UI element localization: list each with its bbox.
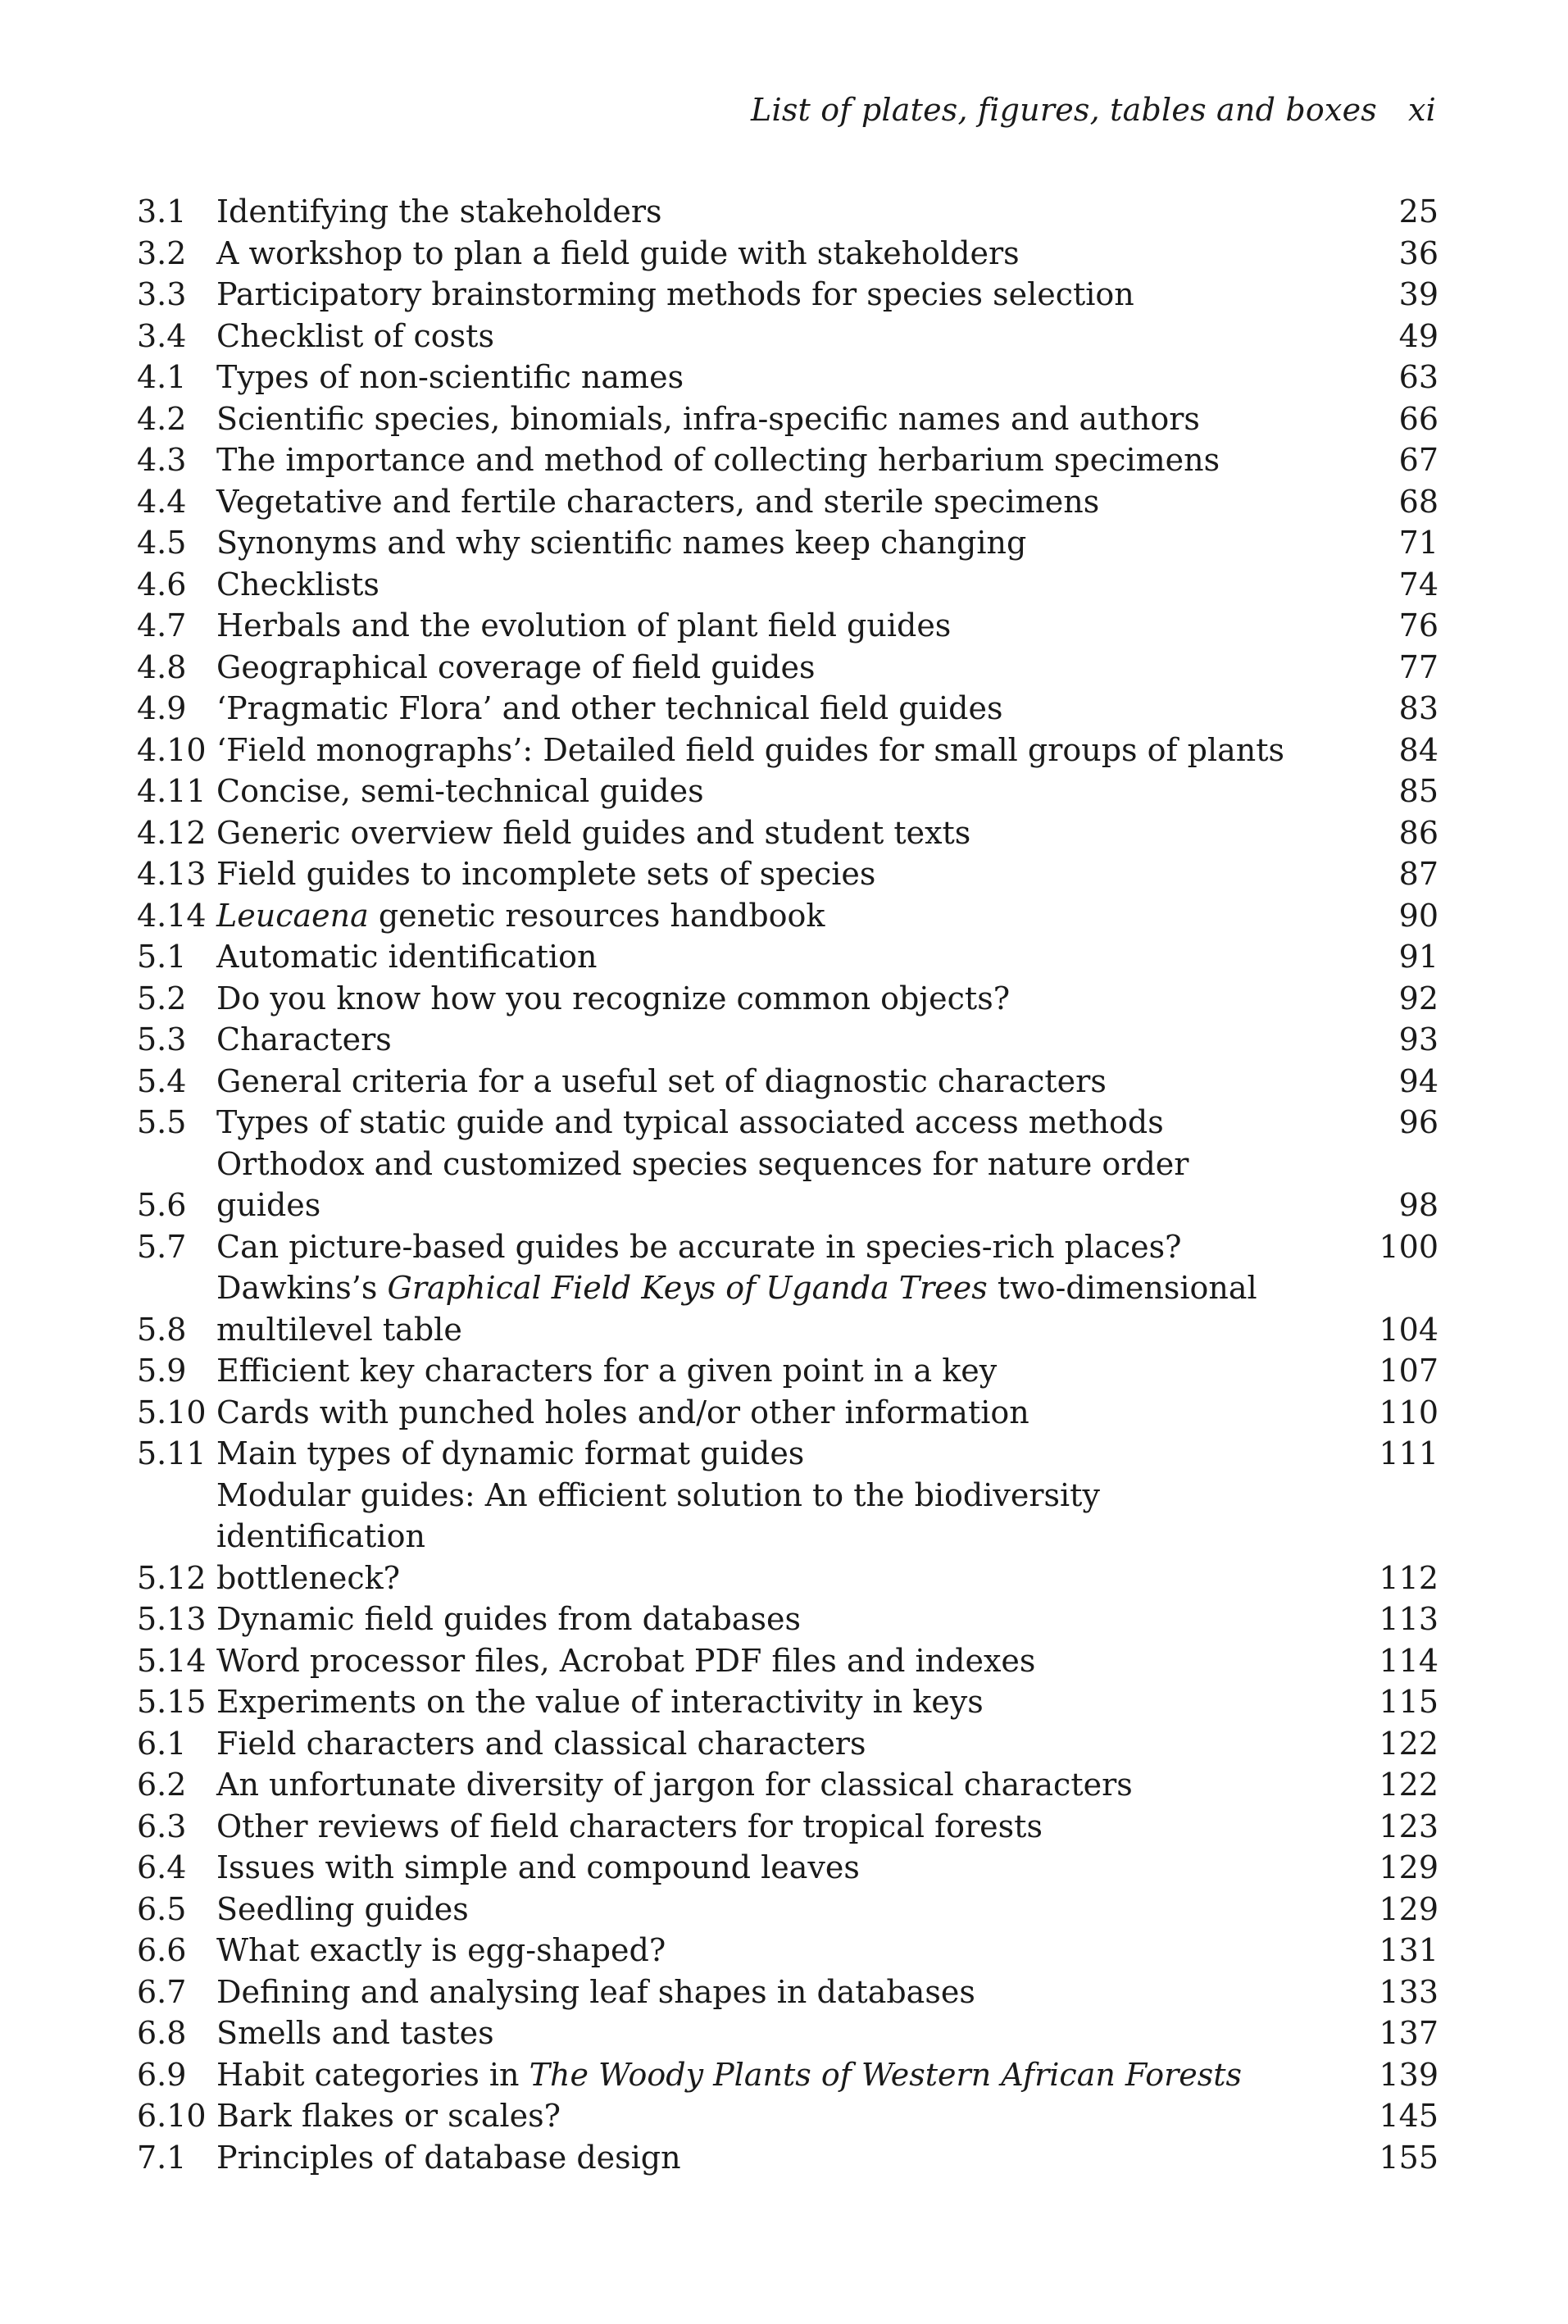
- entry-page-number: 133: [1379, 1973, 1438, 2010]
- entry-title-text: Other reviews of field characters for tropical forests: [216, 1808, 1043, 1844]
- entry-title-text: Concise, semi-technical guides: [216, 773, 704, 809]
- contents-entry: [137, 233, 1438, 275]
- contents-entry: [137, 1392, 1438, 1434]
- entry-number: 5.13: [137, 1601, 207, 1637]
- contents-entry: [137, 936, 1438, 978]
- entry-number: 4.2: [137, 400, 187, 437]
- entry-number: 6.1: [137, 1725, 187, 1762]
- entry-number: 5.5: [137, 1104, 187, 1140]
- entry-title-continuation: multilevel table: [216, 1311, 462, 1348]
- entry-page-number: 86: [1398, 814, 1438, 851]
- entry-title: [216, 771, 1399, 812]
- entry-title: [216, 1889, 1379, 1931]
- entry-page-number: 155: [1379, 2139, 1438, 2176]
- contents-entry: [137, 1723, 1438, 1765]
- entry-title-text: two-dimensional: [987, 1270, 1257, 1306]
- contents-entry: [137, 688, 1438, 730]
- entry-title-text: General criteria for a useful set of diagnostic characters: [216, 1062, 1107, 1099]
- entry-page-number: 67: [1398, 442, 1438, 478]
- entry-title-text: Types of static guide and typical associated access methods: [216, 1104, 1164, 1140]
- entry-title-text: Participatory brainstorming methods for species selection: [216, 276, 1134, 312]
- entry-number: 4.1: [137, 359, 187, 395]
- entry-title: [216, 978, 1399, 1020]
- contents-entry: [137, 1681, 1438, 1723]
- entry-page-number: 93: [1398, 1021, 1438, 1057]
- entry-title-text: Checklists: [216, 566, 380, 603]
- entry-title: [216, 2012, 1379, 2054]
- contents-entry: [137, 1972, 1438, 2013]
- entry-title: [216, 688, 1399, 730]
- entry-title-text: An unfortunate diversity of jargon for classical characters: [216, 1767, 1133, 1803]
- entry-title: [216, 2054, 1379, 2096]
- entry-title: [216, 522, 1399, 564]
- entry-page-number: 76: [1398, 607, 1438, 644]
- entry-title-text: Smells and tastes: [216, 2015, 494, 2051]
- entry-number: 3.1: [137, 193, 187, 230]
- entry-title-text: ‘Field monographs’: Detailed field guides for small groups of plants: [216, 731, 1285, 768]
- contents-entry: [137, 316, 1438, 357]
- entry-number: 4.3: [137, 442, 187, 478]
- entry-title-text: Scientific species, binomials, infra-specific names and authors: [216, 400, 1200, 437]
- contents-entry: [137, 2012, 1438, 2054]
- entry-page-number: 98: [1398, 1187, 1438, 1223]
- entry-title: [216, 1847, 1379, 1889]
- entry-title: [216, 2137, 1379, 2179]
- contents-entry: [137, 1102, 1438, 1144]
- entry-number: 5.11: [137, 1435, 207, 1471]
- entry-title: [216, 1764, 1379, 1806]
- entry-number: 5.9: [137, 1353, 187, 1389]
- entry-title-text: Field characters and classical characters: [216, 1725, 866, 1762]
- contents-entry: [137, 481, 1438, 523]
- entry-number: 6.7: [137, 1973, 187, 2010]
- entry-title-continuation: bottleneck?: [216, 1559, 401, 1596]
- entry-page-number: 68: [1398, 483, 1438, 520]
- entry-title: [216, 1144, 1399, 1226]
- entry-page-number: 104: [1379, 1311, 1438, 1348]
- running-header: [751, 92, 1436, 128]
- entry-title-text: Dynamic field guides from databases: [216, 1601, 801, 1637]
- contents-entry: [137, 1889, 1438, 1931]
- contents-entry: [137, 191, 1438, 233]
- entry-title: [216, 1061, 1399, 1103]
- entry-title-text: Bark flakes or scales?: [216, 2098, 561, 2134]
- entry-title-text: Field guides to incomplete sets of species: [216, 856, 876, 892]
- contents-entry: [137, 1847, 1438, 1889]
- entry-number: 6.4: [137, 1849, 187, 1885]
- entry-title: [216, 564, 1399, 606]
- entry-page-number: 85: [1398, 773, 1438, 809]
- contents-entry: [137, 1226, 1438, 1268]
- entry-title-text: Do you know how you recognize common objects?: [216, 980, 1011, 1016]
- entry-title: [216, 1102, 1399, 1144]
- entry-title: [216, 895, 1399, 937]
- entry-title: [216, 1226, 1379, 1268]
- entry-title: [216, 357, 1399, 398]
- entry-title: [216, 812, 1399, 854]
- entry-number: 6.3: [137, 1808, 187, 1844]
- entry-title-text: What exactly is egg-shaped?: [216, 1932, 666, 1968]
- entry-title: [216, 398, 1399, 440]
- entry-number: 6.9: [137, 2056, 187, 2093]
- entry-number: 4.8: [137, 648, 187, 685]
- entry-page-number: 63: [1398, 359, 1438, 395]
- entry-title: [216, 1640, 1379, 1682]
- entry-number: 6.2: [137, 1767, 187, 1803]
- entry-page-number: 87: [1398, 856, 1438, 892]
- entry-number: 4.13: [137, 856, 207, 892]
- entry-title: [216, 191, 1399, 233]
- page-folio: xi: [1408, 92, 1436, 128]
- contents-entry: [137, 1350, 1438, 1392]
- entry-page-number: 139: [1379, 2056, 1438, 2093]
- entry-number: 4.10: [137, 731, 207, 768]
- entry-title-text: Seedling guides: [216, 1890, 469, 1927]
- entry-title-text: genetic resources handbook: [368, 897, 825, 934]
- entry-title-text: Automatic identification: [216, 939, 598, 975]
- entry-page-number: 25: [1398, 193, 1438, 230]
- entry-page-number: 115: [1379, 1684, 1438, 1720]
- entry-title-text: Word processor files, Acrobat PDF files and indexes: [216, 1642, 1036, 1679]
- entry-title: [216, 1433, 1379, 1475]
- entry-number: 5.4: [137, 1062, 187, 1099]
- entry-title-text: Modular guides: An efficient solution to the biodiversity identification: [216, 1476, 1100, 1554]
- entry-title: [216, 439, 1399, 481]
- entry-title-italic: Leucaena: [216, 897, 369, 934]
- entry-title: [216, 1267, 1379, 1350]
- contents-entry: [137, 1019, 1438, 1061]
- entry-number: 4.11: [137, 773, 207, 809]
- entry-page-number: 36: [1398, 234, 1438, 271]
- entry-title: [216, 2095, 1379, 2137]
- entry-number: 5.2: [137, 980, 187, 1016]
- entry-page-number: 77: [1398, 648, 1438, 685]
- entry-title-text: Orthodox and customized species sequences for nature order guides: [216, 1145, 1189, 1223]
- contents-entry: [137, 730, 1438, 771]
- entry-title-text: Main types of dynamic format guides: [216, 1435, 805, 1471]
- entry-number: 4.12: [137, 814, 207, 851]
- contents-entry: [137, 647, 1438, 689]
- contents-entry: [137, 2054, 1438, 2096]
- entry-title-text: Can picture-based guides be accurate in species-rich places?: [216, 1228, 1182, 1265]
- entry-number: 4.9: [137, 690, 187, 726]
- running-header-title: List of plates, figures, tables and boxes: [751, 92, 1378, 128]
- contents-list: [137, 191, 1438, 2178]
- entry-page-number: 66: [1398, 400, 1438, 437]
- entry-page-number: 110: [1379, 1394, 1438, 1430]
- entry-title-text: Experiments on the value of interactivity in keys: [216, 1684, 984, 1720]
- contents-entry: [137, 605, 1438, 647]
- entry-title-text: Habit categories in: [216, 2056, 529, 2093]
- contents-entry: [137, 1599, 1438, 1640]
- entry-page-number: 114: [1379, 1642, 1438, 1679]
- entry-number: 7.1: [137, 2139, 187, 2176]
- entry-title-text: Cards with punched holes and/or other information: [216, 1394, 1029, 1430]
- entry-number: 5.15: [137, 1684, 207, 1720]
- entry-title: [216, 1019, 1399, 1061]
- entry-number: 4.7: [137, 607, 187, 644]
- entry-number: 6.5: [137, 1890, 187, 1927]
- entry-title: [216, 1392, 1379, 1434]
- entry-page-number: 96: [1398, 1104, 1438, 1140]
- contents-entry: [137, 1930, 1438, 1972]
- entry-number: 5.12: [137, 1559, 207, 1596]
- entry-title-text: Efficient key characters for a given point in a key: [216, 1353, 998, 1389]
- entry-page-number: 90: [1398, 897, 1438, 934]
- entry-title: [216, 1681, 1379, 1723]
- entry-page-number: 74: [1398, 566, 1438, 603]
- contents-entry: [137, 1267, 1438, 1350]
- entry-title: [216, 1806, 1379, 1848]
- entry-title-text: Synonyms and why scientific names keep changing: [216, 525, 1027, 561]
- entry-page-number: 83: [1398, 690, 1438, 726]
- entry-page-number: 113: [1379, 1601, 1438, 1637]
- entry-title: [216, 730, 1399, 771]
- entry-page-number: 123: [1379, 1808, 1438, 1844]
- entry-title: [216, 605, 1399, 647]
- entry-title-text: Principles of database design: [216, 2139, 681, 2176]
- contents-entry: [137, 564, 1438, 606]
- entry-title-italic: The Woody Plants of Western African Forests: [529, 2056, 1243, 2093]
- entry-title-text: ‘Pragmatic Flora’ and other technical field guides: [216, 690, 1003, 726]
- entry-number: 4.14: [137, 897, 207, 934]
- contents-entry: [137, 853, 1438, 895]
- entry-number: 5.6: [137, 1187, 187, 1223]
- entry-number: 5.10: [137, 1394, 207, 1430]
- entry-number: 4.4: [137, 483, 187, 520]
- entry-title: [216, 1599, 1379, 1640]
- entry-page-number: 129: [1379, 1849, 1438, 1885]
- contents-entry: [137, 2095, 1438, 2137]
- entry-title-text: Dawkins’s: [216, 1270, 388, 1306]
- entry-page-number: 131: [1379, 1932, 1438, 1968]
- entry-page-number: 94: [1398, 1062, 1438, 1099]
- contents-entry: [137, 2137, 1438, 2179]
- entry-page-number: 137: [1379, 2015, 1438, 2051]
- entry-number: 4.6: [137, 566, 187, 603]
- entry-number: 6.8: [137, 2015, 187, 2051]
- contents-entry: [137, 1475, 1438, 1599]
- entry-number: 5.14: [137, 1642, 207, 1679]
- entry-title: [216, 316, 1399, 357]
- entry-title-text: Generic overview field guides and student texts: [216, 814, 971, 851]
- entry-page-number: 145: [1379, 2098, 1438, 2134]
- entry-page-number: 49: [1398, 317, 1438, 354]
- entry-title-text: A workshop to plan a field guide with stakeholders: [216, 234, 1020, 271]
- contents-entry: [137, 1433, 1438, 1475]
- entry-number: 3.2: [137, 234, 187, 271]
- entry-number: 5.1: [137, 939, 187, 975]
- entry-page-number: 39: [1398, 276, 1438, 312]
- contents-entry: [137, 812, 1438, 854]
- entry-title: [216, 233, 1399, 275]
- entry-page-number: 129: [1379, 1890, 1438, 1927]
- entry-title: [216, 647, 1399, 689]
- entry-title-text: Herbals and the evolution of plant field guides: [216, 607, 952, 644]
- entry-page-number: 122: [1379, 1725, 1438, 1762]
- entry-page-number: 122: [1379, 1767, 1438, 1803]
- entry-number: 4.5: [137, 525, 187, 561]
- entry-title: [216, 274, 1399, 316]
- entry-title: [216, 853, 1399, 895]
- contents-entry: [137, 1061, 1438, 1103]
- entry-title: [216, 1475, 1379, 1599]
- entry-title: [216, 1350, 1379, 1392]
- entry-title-text: The importance and method of collecting herbarium specimens: [216, 442, 1220, 478]
- contents-entry: [137, 1764, 1438, 1806]
- entry-number: 6.10: [137, 2098, 207, 2134]
- entry-page-number: 111: [1379, 1435, 1438, 1471]
- entry-title-text: Issues with simple and compound leaves: [216, 1849, 860, 1885]
- entry-number: 3.4: [137, 317, 187, 354]
- entry-title: [216, 1723, 1379, 1765]
- contents-entry: [137, 439, 1438, 481]
- entry-page-number: 92: [1398, 980, 1438, 1016]
- entry-title-text: Defining and analysing leaf shapes in databases: [216, 1973, 975, 2010]
- entry-page-number: 100: [1379, 1228, 1438, 1265]
- contents-entry: [137, 357, 1438, 398]
- entry-page-number: 112: [1379, 1559, 1438, 1596]
- entry-page-number: 71: [1398, 525, 1438, 561]
- entry-title: [216, 1930, 1379, 1972]
- contents-entry: [137, 398, 1438, 440]
- contents-entry: [137, 274, 1438, 316]
- contents-entry: [137, 1806, 1438, 1848]
- entry-number: 5.7: [137, 1228, 187, 1265]
- entry-title-text: Vegetative and fertile characters, and sterile specimens: [216, 483, 1100, 520]
- entry-title-text: Geographical coverage of field guides: [216, 648, 816, 685]
- entry-title: [216, 936, 1399, 978]
- entry-title-text: Characters: [216, 1021, 392, 1057]
- contents-entry: [137, 895, 1438, 937]
- entry-title: [216, 1972, 1379, 2013]
- entry-title-text: Checklist of costs: [216, 317, 494, 354]
- entry-number: 5.8: [137, 1311, 187, 1348]
- contents-entry: [137, 1640, 1438, 1682]
- entry-title-text: Types of non-scientific names: [216, 359, 684, 395]
- entry-page-number: 107: [1379, 1353, 1438, 1389]
- entry-title-italic: Graphical Field Keys of Uganda Trees: [387, 1270, 988, 1306]
- entry-number: 5.3: [137, 1021, 187, 1057]
- contents-entry: [137, 1144, 1438, 1226]
- entry-page-number: 91: [1398, 939, 1438, 975]
- contents-entry: [137, 771, 1438, 812]
- entry-title: [216, 481, 1399, 523]
- entry-title-text: Identifying the stakeholders: [216, 193, 662, 230]
- entry-number: 3.3: [137, 276, 187, 312]
- contents-entry: [137, 522, 1438, 564]
- entry-number: 6.6: [137, 1932, 187, 1968]
- entry-page-number: 84: [1398, 731, 1438, 768]
- contents-entry: [137, 978, 1438, 1020]
